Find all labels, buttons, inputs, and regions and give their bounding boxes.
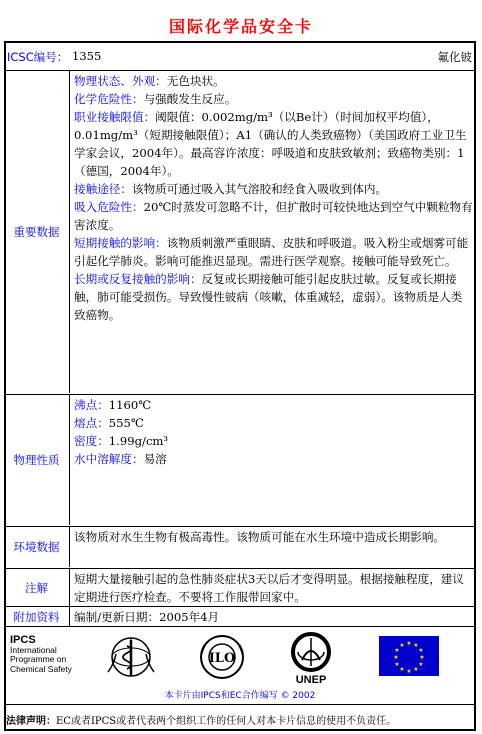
key: 密度： — [74, 434, 109, 448]
key: 熔点： — [74, 416, 109, 430]
item-exposure-limits — [74, 108, 473, 180]
legal-text: EC或者IPCS或者代表两个组织工作的任何人对本卡片信息的使用不负责任。 — [56, 716, 397, 727]
unep-emblem-icon — [284, 630, 338, 686]
section-notes: 短期大量接触引起的急性肺炎症状3天以后才变得明显。根据接触程度，建议定期进行医疗检查。不要将工作服带回家中。 — [72, 569, 476, 606]
who-emblem-icon — [104, 632, 158, 682]
key: 化学危险性： — [74, 92, 144, 106]
key: 接触途径： — [74, 182, 132, 196]
key: 吸入危险性： — [74, 200, 144, 214]
item-physical-state — [74, 72, 473, 90]
svg-text:★: ★ — [418, 661, 424, 668]
key: 长期或反复接触的影响： — [74, 272, 202, 286]
section-environment: 该物质对水生生物有极高毒性。该物质可能在水生环境中造成长期影响。 — [72, 527, 476, 567]
svg-text:ILO: ILO — [208, 651, 236, 666]
ipcs-line: Chemical Safety — [10, 663, 72, 674]
page-title: 国际化学品安全卡 — [168, 17, 313, 36]
svg-text:★: ★ — [399, 642, 405, 649]
ilo-emblem-icon — [196, 632, 248, 682]
section-label-additional: 附加资料 — [4, 607, 70, 626]
item-solubility — [74, 450, 473, 468]
icsc-header — [4, 45, 476, 67]
key: 水中溶解度： — [74, 452, 144, 466]
svg-text:★: ★ — [413, 666, 419, 673]
item-exposure-route — [74, 180, 473, 198]
eu-flag-icon — [379, 636, 439, 676]
svg-text:★: ★ — [419, 654, 425, 661]
value: 1160℃ — [108, 398, 152, 412]
item-chemical-hazard — [74, 90, 473, 108]
icsc-number: 1355 — [72, 49, 102, 63]
section-label-important: 重要数据 — [4, 71, 70, 393]
section-physical — [72, 395, 476, 525]
item-boiling-point — [74, 396, 473, 414]
ipcs-logo-text — [10, 636, 72, 674]
value: 该物质可通过吸入其气溶胶和经食入吸收到体内。 — [131, 182, 388, 196]
svg-text:★: ★ — [406, 668, 412, 675]
svg-text:★: ★ — [406, 640, 412, 647]
key: 职业接触限值： — [74, 110, 156, 124]
section-label-notes: 注解 — [4, 569, 70, 606]
item-melting-point — [74, 414, 473, 432]
unep-text: UNEP — [295, 674, 327, 686]
divider — [4, 626, 476, 627]
footer-logos — [4, 628, 476, 704]
chemical-name: 氟化铍 — [437, 50, 472, 64]
credit-line: 本卡片由IPCS和EC合作编写 © 2002 — [164, 691, 316, 701]
value: 1.99g/cm³ — [108, 434, 169, 448]
ipcs-title: IPCS — [10, 634, 36, 646]
svg-text:★: ★ — [399, 666, 405, 673]
legal-label: 法律声明： — [6, 716, 56, 727]
svg-text:★: ★ — [418, 647, 424, 654]
ipcs-line: Programme on — [10, 654, 67, 664]
svg-text:★: ★ — [394, 647, 400, 654]
value: 反复或长期接触可能引起皮肤过敏。反复或长期接触，肺可能受损伤。导致慢性铍病（咳嗽，体重减轻，虚弱）。该物质是人类致癌物。 — [74, 272, 463, 322]
key: 物理状态、外观： — [74, 74, 167, 88]
item-long-term-effects — [74, 270, 473, 324]
legal-statement — [6, 712, 396, 727]
value: 易溶 — [143, 452, 167, 466]
svg-text:★: ★ — [413, 642, 419, 649]
value: 555℃ — [108, 416, 144, 430]
icsc-label: ICSC编号： — [7, 50, 69, 64]
svg-text:★: ★ — [393, 654, 399, 661]
value: 无色块状。 — [166, 74, 225, 88]
section-important — [72, 71, 476, 393]
value: 该物质刺激严重眼睛、皮肤和呼吸道。吸入粉尘或烟雾可能引起化学肺炎。影响可能推迟显现。需进行医学观察。接触可能导致死亡。 — [74, 236, 469, 268]
item-density — [74, 432, 473, 450]
svg-text:★: ★ — [394, 661, 400, 668]
item-inhalation-hazard — [74, 198, 473, 234]
section-label-physical: 物理性质 — [4, 395, 70, 525]
value: 20℃时蒸发可忽略不计，但扩散时可较快地达到空气中颗粒物有害浓度。 — [74, 200, 473, 232]
item-short-term-effects — [74, 234, 473, 270]
value: 阈限值：0.002mg/m³（以Be计）（时间加权平均值），0.01mg/m³（短期接触限值）；A1（确认的人类致癌物）（美国政府工业卫生学家会议，2004年）。最高容许浓度：呼吸道和皮肤致敏剂；致癌物类别：1（德国，2004年）。 — [74, 110, 467, 178]
key: 短期接触的影响： — [74, 236, 167, 250]
key: 沸点： — [74, 398, 109, 412]
section-label-environment: 环境数据 — [4, 527, 70, 567]
divider — [4, 704, 476, 705]
section-additional: 编制/更新日期：2005年4月 — [72, 607, 476, 626]
ipcs-line: International — [10, 644, 57, 655]
value: 与强酸发生反应。 — [143, 92, 237, 106]
